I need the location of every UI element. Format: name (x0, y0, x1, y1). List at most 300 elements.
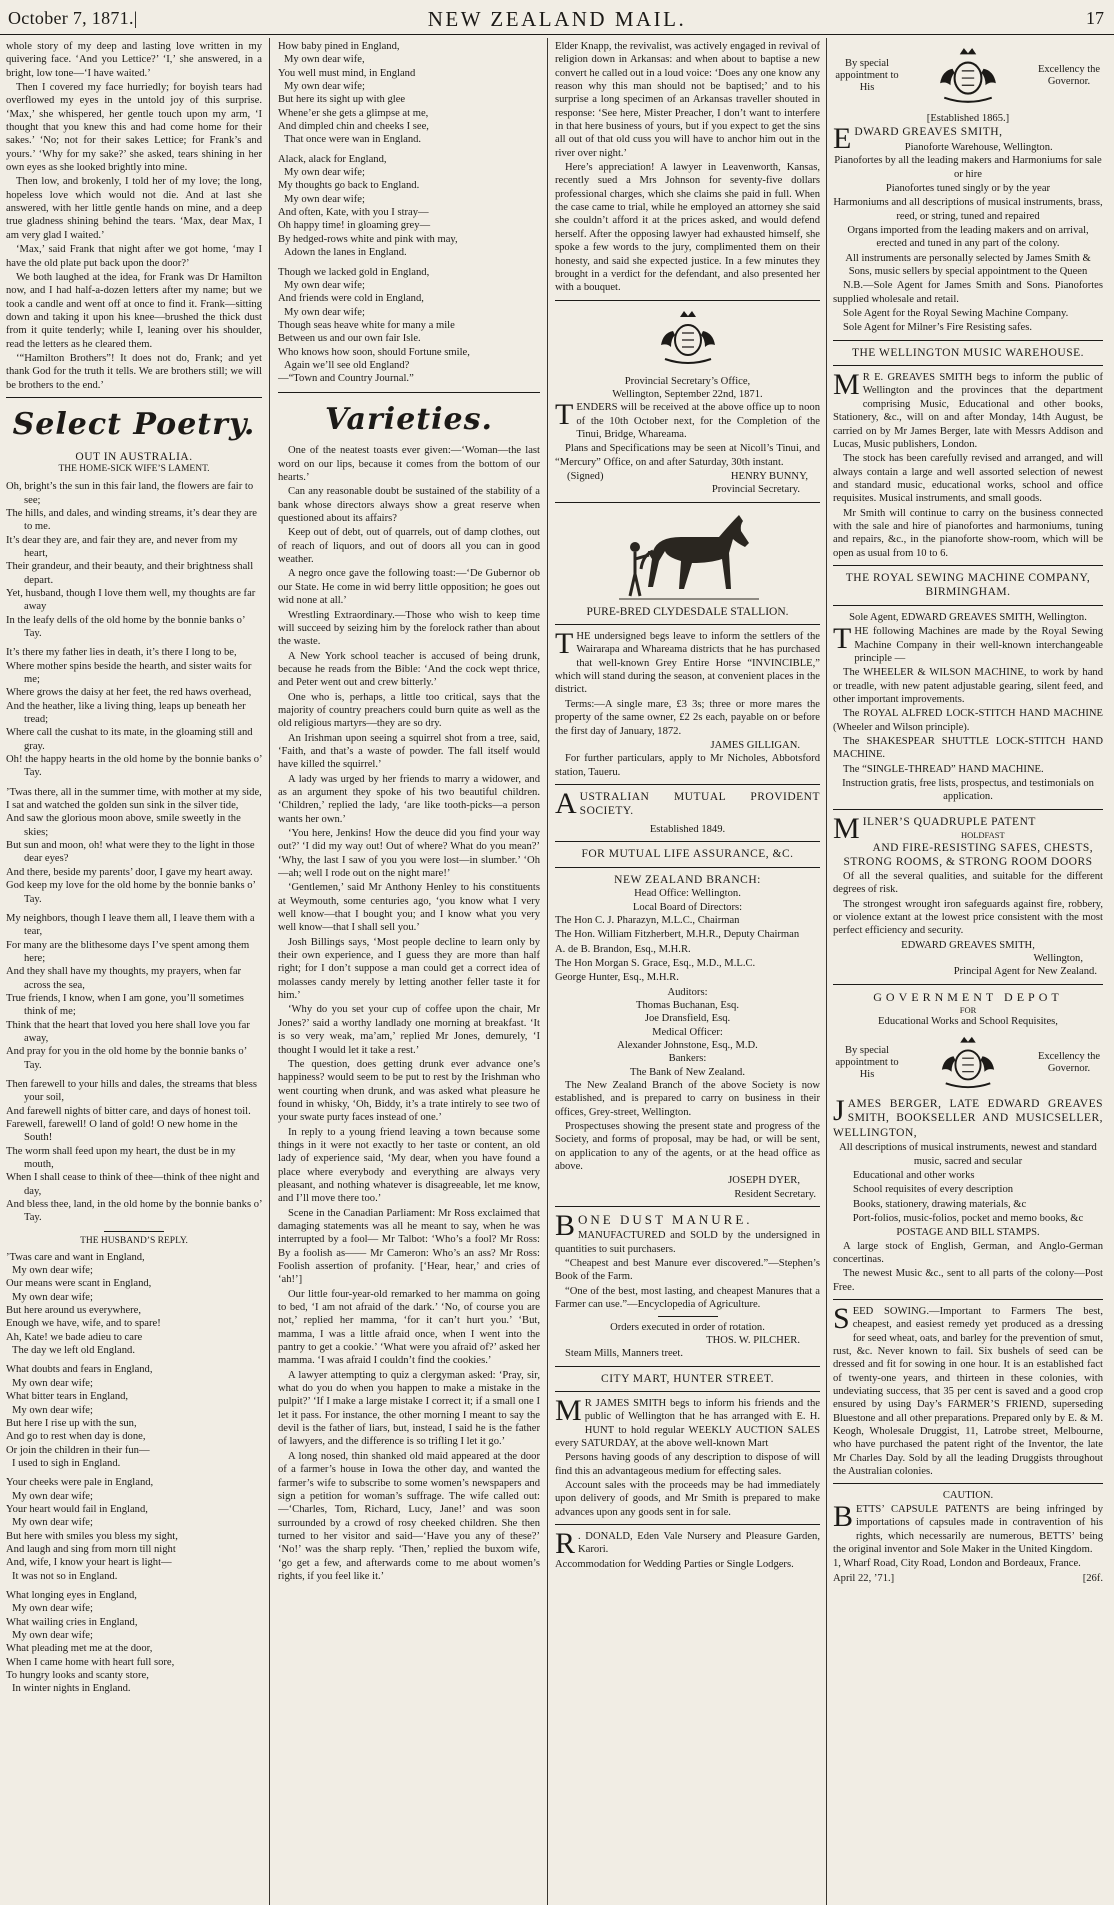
drop-cap: T (833, 622, 852, 656)
poem-line: Then farewell to your hills and dales, the streams that bless your soil, (6, 1078, 257, 1104)
milner-body: The strongest wrought iron safeguards against fire, robbery, or violence extant at the lowest price consistent with the most perfect efficiency and security. (833, 898, 1103, 937)
bone-name: THOS. W. PILCHER. (706, 1334, 800, 1346)
depot-newest: The newest Music &c., sent to all parts of the colony—Post Free. (833, 1268, 1103, 1293)
royal-crest-icon (928, 44, 1008, 108)
poem-line: And farewell nights of bitter care, and days of honest toil. (6, 1105, 251, 1117)
amp-auditor: Joe Dransfield, Esq. (644, 1013, 731, 1025)
poem-line: Your heart would fail in England, (6, 1503, 148, 1515)
tender-office: Provincial Secretary’s Office, (624, 375, 751, 387)
poem-continuation (278, 40, 540, 386)
poem-line: For many are the blithesome days I’ve spent among them here; (6, 939, 250, 964)
divider (555, 300, 820, 301)
divider (833, 809, 1103, 810)
amp-bankers: The Bank of New Zealand. (629, 1066, 746, 1078)
tender-date: Wellington, September 22nd, 1871. (612, 388, 763, 400)
poem-line: God keep my love for the old home by the bonnie banks o’ Tay. (6, 880, 256, 905)
signer-title: Provincial Secretary. (711, 484, 800, 496)
poem-stanza (6, 1251, 262, 1358)
poem-line: My own dear wife; (12, 1517, 93, 1529)
depot-sub: Educational Works and School Requisites, (878, 1016, 1058, 1028)
drop-cap: B (833, 1499, 854, 1533)
poem-title: OUT IN AUSTRALIA. (75, 450, 193, 463)
milner-body: Of all the several qualities, and suitable for the different degrees of risk. (833, 870, 1103, 896)
crest-caption-right: Excellency the Governor. (1037, 63, 1101, 87)
stallion-owner: JAMES GILLIGAN. (710, 739, 800, 751)
depot-line: School requisites of every description (853, 1184, 1014, 1196)
story-paragraph: Then low, and brokenly, I told her of my love; the long, hopeless love which would not die. And at last she answered, with her little gentle hands on mine, and a deep true gladness shining behind the tears. ‘Max, dear Max, I am very glad I waited.’ (6, 176, 262, 241)
poem-body (6, 1251, 262, 1696)
poem-line: The hills, and dales, and winding streams, it’s dear they are to me. (6, 507, 257, 533)
variety-item: Can any reasonable doubt be sustained of the stability of a bank whose directors always show a great reserve when questioned about its affairs? (278, 486, 540, 525)
donald-body: . DONALD, Eden Vale Nursery and Pleasure Garden, Karori. (578, 1531, 820, 1556)
variety-item: One who is, perhaps, a little too critical, says that the majority of country preachers could burn quite as well as the old religious martyrs—they are so dry. (278, 691, 540, 730)
divider (555, 867, 820, 868)
poem-line: My own dear wife; (12, 1291, 93, 1303)
divider (278, 392, 540, 393)
poem-line: By hedged-rows white and pink with may, (278, 233, 458, 245)
amp-established: Established 1849. (649, 823, 726, 835)
poem-stanza (6, 786, 262, 906)
variety-item: A negro once gave the following toast:—‘De Gubernor ob our State. He come in wid berry little opposition; he goes out wid none at all.’ (278, 568, 540, 607)
poem-line: And often, Kate, with you I stray— (278, 207, 429, 219)
poem-line: My own dear wife; (284, 81, 365, 93)
smith-line: Organs imported from the leading makers and on arrival, erected and tuned in any part of the colony. (847, 224, 1089, 250)
poem-line: My own dear wife; (12, 1404, 93, 1416)
variety-item: ‘You here, Jenkins! How the deuce did you find your way out?’ ‘I did my way out! Out of where? What do you mean?’ ‘Why, the last I saw of you you were lost—in slumber.’ ‘Oh—ah; well I rode out on the night mare!’ (278, 828, 540, 880)
poem-line: It was not so in England. (12, 1570, 118, 1582)
column-1 (6, 40, 262, 1905)
poem-line: And pray for you in the old home by the bonnie banks o’ Tay. (6, 1046, 247, 1071)
poem-line: Our means were scant in England, (6, 1278, 152, 1290)
caution-date: April 22, ’71.] (833, 1572, 895, 1584)
poem-line: My own dear wife; (284, 193, 365, 205)
poem-line: ’Twas there, all in the summer time, with mother at my side, (6, 786, 262, 798)
divider (833, 605, 1103, 606)
bone-sub: MANUFACTURED and SOLD by the undersigned in quantities to suit purchasers. (555, 1230, 820, 1255)
smith-line: Harmoniums and all descriptions of musical instruments, brass, reed, or string, tuned and repaired (833, 197, 1103, 222)
poem-line: And laugh and sing from morn till night (6, 1543, 176, 1555)
column-2 (278, 40, 540, 1905)
poem-line: Alack, alack for England, (278, 153, 387, 165)
milner-holdfast: HOLDFAST (960, 830, 1005, 841)
sewing-item: The “SINGLE-THREAD” HAND MACHINE. (843, 763, 1044, 775)
variety-item: ‘Why do you set your cup of coffee upon the chair, Mr Jones?’ said a worthy landlady one morning at breakfast. ‘It is so very weak, ma’am,’ replied Mr Jones, demurely, ‘I thought I would let it take a rest.’ (278, 1004, 540, 1056)
divider (833, 984, 1103, 985)
bone-heading: ONE DUST MANURE. (578, 1212, 753, 1228)
milner-place: Wellington, (1033, 952, 1083, 964)
poem-line: Yet, husband, though I love them well, my thoughts are far away (6, 587, 256, 613)
caution-ref: [26f. (1082, 1572, 1103, 1584)
tender-notice (555, 375, 820, 497)
column-rule (269, 38, 270, 1905)
poem-line: And dimpled chin and cheeks I see, (278, 121, 429, 133)
poem-line: And they shall have my thoughts, my prayers, when far across the sea, (6, 966, 242, 991)
city-mart-advert (555, 1372, 820, 1520)
sewing-body: HE following Machines are made by the Royal Sewing Machine Company in their well-known interchangeable principle — (854, 626, 1103, 664)
divider (658, 1316, 718, 1317)
poem-line: My own dear wife, (284, 54, 365, 66)
variety-item: Wrestling Extraordinary.—Those who wish to keep time will succeed by seizing him by the forelock rather than about the waste. (278, 609, 540, 648)
poem-line: Though we lacked gold in England, (278, 266, 430, 278)
drop-cap: M (833, 368, 860, 402)
poem-line: My own dear wife; (284, 279, 365, 291)
poem-line: But here around us everywhere, (6, 1305, 142, 1317)
sewing-footer: Instruction gratis, free lists, prospectus, and testimonials on application. (842, 778, 1094, 803)
bone-quote: “Cheapest and best Manure ever discovered.”—Stephen’s Book of the Farm. (555, 1258, 820, 1283)
poem-stanza (278, 153, 540, 260)
amp-head-office: Head Office: Wellington. (634, 888, 741, 900)
milner-safes-advert (833, 811, 1103, 979)
tender-plans: Plans and Specifications may be seen at Nicoll’s Tinui, and “Mercury” Office, on and after Saturday, 30th instant. (555, 443, 820, 468)
royal-crest-icon (651, 307, 725, 369)
tender-body: ENDERS will be received at the above office up to noon of the 10th October next, for the Completion of the Tinui, Bridge, Whareama. (576, 402, 820, 440)
amp-body: The New Zealand Branch of the above Society is now established, and is prepared to carry on business in their offices, Grey-street, Wellington. (555, 1079, 820, 1118)
story-paragraph: ‘“Hamilton Brothers”! It does not do, Frank; and yet thank God for the truth it tells. We are brothers still; we will be brothers to the end.’ (6, 352, 262, 391)
stallion-advert (555, 605, 820, 779)
poem-line: True friends, I know, when I am gone, you’ll sometimes think of me; (6, 992, 244, 1018)
divider (555, 784, 820, 785)
smith-line: Pianofortes tuned singly or by the year (885, 182, 1051, 194)
amp-branch: NEW ZEALAND BRANCH: (614, 873, 761, 886)
column-3 (555, 40, 820, 1905)
anecdote: Here’s appreciation! A lawyer in Leavenworth, Kansas, recently sued a Mrs Johnson for seventy-five dollars professional charges, which she claims she paid in full. When the case came to trial, while he employed an attorney she said she couldn’t afford it at the prices asked, and would defend herself. After the opposing lawyer had exhausted himself, she spoke a few words to the jury, complimented them on their honesty, and said she expected justice. In a few minutes they brought in a verdict for the defendant, and also presented her with a bouquet. (555, 162, 820, 294)
variety-item: One of the neatest toasts ever given:—‘Woman—the last word on our lips, because it comes from the bottom of our hearts.’ (278, 445, 540, 484)
smith-sub: Pianoforte Warehouse, Wellington. (904, 141, 1053, 153)
signer-name: HENRY BUNNY, (730, 470, 808, 482)
smith-line: Pianofortes by all the leading makers and Harmoniums for sale or hire (834, 155, 1102, 180)
poem-line: My own dear wife; (12, 1630, 93, 1641)
drop-cap: S (833, 1302, 850, 1336)
divider (555, 1524, 820, 1525)
poem-line: And there, beside my parents’ door, I gave my heart away. (6, 866, 253, 878)
divider (833, 365, 1103, 366)
sewing-item: The ROYAL ALFRED LOCK-STITCH HAND MACHINE (Wheeler and Wilson principle). (833, 708, 1103, 733)
city-mart-body: R JAMES SMITH begs to inform his friends and the public of Wellington that he has arranged with E. H. HUNT to hold regular WEEKLY AUCTION SALES every SATURDAY, at the above well-known Mart (555, 1398, 820, 1450)
poem-line: My own dear wife; (12, 1265, 93, 1277)
poem-subtitle: THE HOME-SICK WIFE’S LAMENT. (58, 464, 210, 475)
variety-item: Our little four-year-old remarked to her mamma on going to bed, ‘I am not afraid of the dark.’ ‘No, of course you are not,’ replied her mamma, ‘for it can’t hurt you.’ ‘But, mamma, I was a little afraid once, when I went into the pantry to get a cookie.’ ‘What were you afraid of?’ asked her mamma. ‘I was afraid I couldn’t find the cookies.’ (278, 1288, 540, 1367)
smith-nb: N.B.—Sole Agent for James Smith and Sons. Pianofortes supplied wholesale and retail. (833, 280, 1103, 305)
warehouse-heading: THE WELLINGTON MUSIC WAREHOUSE. (851, 346, 1085, 359)
poem-line: In winter nights in England. (12, 1683, 131, 1695)
amp-director: The Hon Morgan S. Grace, Esq., M.D., M.L.C. (555, 957, 756, 969)
variety-item: An Irishman upon seeing a squirrel shot from a tree, said, ‘Faith, and that’s a waste of powder. The fall itself would have killed the squirrel.’ (278, 732, 540, 771)
poem-line: Between us and our own fair Isle. (278, 333, 421, 345)
poem-stanza (6, 1589, 262, 1696)
amp-name: USTRALIAN MUTUAL PROVIDENT SOCIETY. (579, 790, 820, 818)
smith-line: All instruments are personally selected by James Smith & Sons, music sellers by special appointment to the Queen (845, 252, 1091, 277)
poem-line: Oh! the happy hearts in the old home by the bonnie banks o’ Tay. (6, 754, 262, 779)
poem-line: It’s there my father lies in death, it’s there I long to be, (6, 647, 237, 659)
milner-title: Principal Agent for New Zealand. (953, 966, 1097, 978)
caution-footer (833, 1572, 1103, 1585)
seed-sowing-advert (833, 1302, 1103, 1478)
poem-line: And the heather, like a living thing, leaps up beneath her tread; (6, 700, 246, 726)
poem-line: Oh, bright’s the sun in this fair land, the flowers are fair to see; (6, 481, 254, 506)
poem-line: And bless thee, land, in the old home by the bonnie banks o’ Tay. (6, 1199, 262, 1224)
poem-line: Think that the heart that loved you here shall love you far away, (6, 1019, 250, 1044)
poem-line: My neighbors, though I leave them all, I leave them with a tear, (6, 912, 255, 938)
sewing-item: The WHEELER & WILSON MACHINE, to work by hand or treadle, with new patent adjustable gearing, silent feed, and other important improvements. (833, 667, 1103, 705)
music-warehouse-advert (833, 346, 1103, 560)
anecdote: Elder Knapp, the revivalist, was actively engaged in revival of religion down in Arkansas: and when about to baptise a new convert he called out in a loud voice: ‘Does any one know any reason why this man should not be baptised;’ and to his surprise a long specimen of an Arkansas traveller shouted in response: ‘See here, Mister Preacher, I don’t want to interfere in that here business of yours, but if you expect to get the sins all out of that old cuss you will have to anchor him out in the river over night.’ (555, 41, 820, 159)
poem-line: My own dear wife; (284, 306, 365, 318)
stallion-apply: For further particulars, apply to Mr Nicholes, Abbotsford station, Taueru. (555, 753, 820, 778)
poem-line: And saw the glorious moon above, smile sweetly in the skies; (6, 813, 241, 838)
variety-item: ‘Gentlemen,’ said Mr Anthony Henley to his constituents at Weymouth, some centuries ago, ‘you know what I very well know—that I bought you; and I know what you very well know—that I shall sell you.’ (278, 882, 540, 934)
divider (6, 397, 262, 398)
amp-director: George Hunter, Esq., M.H.R. (555, 972, 679, 984)
divider (833, 340, 1103, 341)
amp-medical-title: Medical Officer: (652, 1026, 723, 1038)
drop-cap: J (833, 1093, 845, 1127)
column-rule (826, 38, 827, 1905)
poem-stanza (278, 266, 540, 386)
variety-item: A lady was urged by her friends to marry a widower, and as an argument they spoke of his two beautiful children. ‘Children,’ replied the lady, ‘are like tooth-picks—a person wants her own.’ (278, 773, 540, 825)
amp-board-title: Local Board of Directors: (632, 901, 743, 913)
poem-line: Or join the children in their fun— (6, 1444, 150, 1456)
poem-line: When I came home with heart full sore, (6, 1656, 175, 1668)
amp-medical: Alexander Johnstone, Esq., M.D. (617, 1039, 758, 1051)
divider (833, 1483, 1103, 1484)
smith-name: DWARD GREAVES SMITH, (854, 126, 1003, 139)
warehouse-body: Mr Smith will continue to carry on the business connected with the sale and hire of pianofortes and harmoniums, tuning and repairs, &c., in the pianoforte show-room, which will be open as usual from 10 to 6. (833, 507, 1103, 559)
poem-line: And friends were cold in England, (278, 293, 424, 305)
crest-caption-right: Excellency the Governor. (1037, 1050, 1101, 1074)
poem-line: Where mother spins beside the hearth, and sister waits for me; (6, 660, 252, 685)
poem-line: The day we left old England. (12, 1345, 135, 1357)
poem-line: I used to sigh in England. (12, 1457, 121, 1469)
poem-line: My own dear wife; (12, 1377, 93, 1389)
smith-sole: Sole Agent for the Royal Sewing Machine Company. (843, 307, 1069, 319)
government-depot-advert (833, 990, 1103, 1294)
poem-line: Where call the cushat to its mate, in the gloaming still and gray. (6, 727, 253, 752)
caution-body: ETTS’ CAPSULE PATENTS are being infringed by importations of capsules made in contravention of his rights, which necessarily are numerous, BETTS’ being the original inventor and Sole Maker in the United Kingdom. (833, 1503, 1103, 1555)
divider (104, 1231, 164, 1232)
poem-line: Their grandeur, and their beauty, and their brightness shall depart. (6, 561, 254, 586)
amp-auditor: Thomas Buchanan, Esq. (636, 999, 739, 1011)
divider (833, 1299, 1103, 1300)
drop-cap: A (555, 786, 577, 820)
poem-line: But sun and moon, oh! what were they to the light in those dear eyes? (6, 840, 255, 865)
royal-crest-icon (928, 1033, 1008, 1093)
poem-stanza (6, 1363, 262, 1470)
amp-director: A. de B. Brandon, Esq., M.H.R. (555, 943, 691, 955)
sewing-machine-advert (833, 571, 1103, 804)
crest-row (833, 1033, 1103, 1093)
poem-line: But here its sight up with glee (278, 94, 406, 106)
poem-line: What longing eyes in England, (6, 1589, 137, 1601)
bone-orders: Orders executed in order of rotation. (610, 1321, 765, 1333)
poem-line: To hungry looks and scanty store, (6, 1670, 149, 1682)
divider (555, 1391, 820, 1392)
poem-line: What wailing cries in England, (6, 1616, 138, 1628)
poem-line: You well must mind, in England (278, 67, 416, 79)
amp-signature-title: Resident Secretary. (734, 1188, 816, 1200)
variety-item: A long nosed, thin shanked old maid appeared at the door of a farmer’s house in Iowa the other day, and wanted the farmer’s wife to subscribe to some women’s newspapers and sign a petition for woman’s suffrage. The wife called out:—‘Charles, Tom, Richard, Lucy, Jane!’ and was soon surrounded by a crowd of rosy cheeked children. She then turned to her visitor and said—‘Have you any of these?’ ‘No!’ was the sharp reply. ‘Then,’ replied the buxom wife, ‘go get a few, and afterwards come to me about women’s rights, if you feel like it.’ (278, 1450, 540, 1582)
city-mart-heading: CITY MART, HUNTER STREET. (601, 1372, 774, 1385)
depot-for: FOR (959, 1004, 977, 1015)
caution-heading: CAUTION. (942, 1490, 994, 1502)
stallion-body: HE undersigned begs leave to inform the settlers of the Wairarapa and Whareama districts that he has purchased that well-known Grey Entire Horse “INVINCIBLE,” which will stand during the season, at convenient places in the district. (555, 631, 820, 696)
poem-line: Who knows how soon, should Fortune smile, (278, 346, 470, 358)
bone-dust-advert (555, 1209, 820, 1360)
section-heading-poetry: Select Poetry. (12, 406, 256, 442)
sewing-heading: THE ROYAL SEWING MACHINE COMPANY, BIRMINGHAM. (845, 571, 1091, 599)
poem-line: Where grows the daisy at her feet, the red haws overhead, (6, 687, 252, 699)
poem-line: Your cheeks were pale in England, (6, 1477, 154, 1489)
poem-line: Adown the lanes in England. (284, 247, 407, 259)
variety-item: A New York school teacher is accused of being drunk, because he reads from the Bible: ‘And the cock wept thrice, and Peter went out and crew bitterly.’ (278, 650, 540, 689)
tender-signature (555, 470, 820, 483)
poem-line: Oh happy time! in gloaming grey— (278, 220, 431, 232)
divider (555, 1366, 820, 1367)
divider (555, 624, 820, 625)
stallion-terms: Terms:—A single mare, £3 3s; three or more mares the property of the same owner, £2 2s each, payable on or before the first day of January, 1872. (555, 698, 820, 737)
bone-address: Steam Mills, Manners treet. (565, 1348, 683, 1360)
masthead-title: NEW ZEALAND MAIL. (427, 7, 687, 31)
variety-item: Scene in the Canadian Parliament: Mr Ross exclaimed that damaging statements was all he meant to say, when he was interrupted by a fool— Mr Talbot: ‘Who’s a fool? Mr Ross: By a foolish as—— Mr Cameron: Who’s an ass? Mr Ross: Foolish assertion of profanity. [‘Hear, hear,’ and cries of ‘ah!’] (278, 1207, 540, 1286)
amp-body: Prospectuses showing the present state and progress of the Society, and forms of proposal, may be had, or will be sent, on application to any of the agents, or at the head office as above. (555, 1121, 820, 1173)
poem-source: —“Town and Country Journal.” (278, 373, 414, 385)
sewing-item: The SHAKESPEAR SHUTTLE LOCK-STITCH HAND MACHINE. (833, 736, 1103, 761)
poem-line: My thoughts go back to England. (278, 180, 420, 192)
variety-item: A lawyer attempting to quiz a clergyman asked: ‘Pray, sir, what do you do when you happen to make a mistake in the pulpit?’ ‘If I make a large mistake I correct it; if a small one I let it pass. For instance, the other morning I meant to say the devil is the father of liars, but, instead, I said he is the father of lawyers, and the difference is so trifling I let it go.’ (278, 1369, 540, 1448)
poem-line: When I shall cease to think of thee—think of thee night and day, (6, 1172, 260, 1197)
poem-line: That once were wan in England. (284, 134, 422, 146)
drop-cap: E (833, 122, 852, 156)
poem-stanza (6, 646, 262, 779)
poem-line: Enough we have, wife, and to spare! (6, 1318, 161, 1330)
city-mart-body: Account sales with the proceeds may be had immediately upon delivery of goods, and Mr Smith is prepared to make advances upon any goods sent in for sale. (555, 1480, 820, 1518)
crest-row (833, 44, 1103, 108)
caution-address: 1, Wharf Road, City Road, London and Bordeaux, France. (833, 1558, 1081, 1570)
depot-line: Books, stationery, drawing materials, &c (853, 1198, 1027, 1210)
milner-heading: ILNER’S QUADRUPLE PATENT (862, 815, 1036, 828)
poem-line: Ah, Kate! we bade adieu to care (6, 1331, 143, 1343)
poem-line: What pleading met me at the door, (6, 1643, 153, 1655)
crest-caption-left: By special appointment to His (835, 1044, 899, 1080)
poem-line: But here I rise up with the sun, (6, 1417, 137, 1429)
poem-line: My own dear wife; (12, 1490, 93, 1502)
poem-line: My own dear wife; (284, 167, 365, 179)
poem-stanza (6, 1476, 262, 1583)
smith-pianoforte-advert (833, 112, 1103, 335)
seed-body: EED SOWING.—Important to Farmers The best, cheapest, and easiest remedy yet produced as a dressing for seed wheat, oats, and barley for the prevention of smut, rust, &c. Never known to fail. Six bushels of seed can be dressed and fit for sowing in one hour. It is an established fact of twenty-one years, and thirteen in these colonies, with undeviating success, that 35 per cent is saved and a good crop ensured by using Day’s FARMER’S FRIEND, superseding Bluestone and all other preparations. Prepared only by E. & M. Keogh, Wholesale Druggist, 11, Latrobe street, Melbourne, who have purchased the patent right of the Inventor, the late Mr Charles Day. Sold by all the leading Druggists throughout the Australian colonies. (833, 1306, 1103, 1478)
variety-item: Keep out of debt, out of quarrels, out of damp clothes, out of reach of liquors, and out of doors all you can in good weather. (278, 527, 540, 566)
stallion-heading: PURE-BRED CLYDESDALE STALLION. (586, 605, 789, 618)
poem-line: Farewell, farewell! O land of gold! O new home in the South! (6, 1119, 238, 1144)
poem-stanza (6, 480, 262, 640)
caution-advert (833, 1489, 1103, 1584)
story-paragraph: We both laughed at the idea, for Frank was Dr Hamilton now, and I had half-a-dozen letters after my name; but we took a candle and went off at once to find it. Frank—sitting down and taking it upon his knee—brushed the thick dust from it quite tenderly; while I, leaning over his shoulder, read the letters as he cleared them. (6, 271, 262, 350)
divider (555, 502, 820, 503)
poem-line: How baby pined in England, (278, 41, 400, 52)
amp-purpose: FOR MUTUAL LIFE ASSURANCE, &C. (581, 848, 794, 861)
smith-established: [Established 1865.] (926, 113, 1010, 124)
poem-line: Though seas heave white for many a mile (278, 319, 455, 331)
story-paragraph: Then I covered my face hurriedly; for boyish tears had overflowed my eyes in the untold joy of this surprise. ‘Max,’ she whispered, her gentle touch upon my arm, ‘I thought that you knew this and had come home for their sakes.’ ‘No; not for their sakes Lettice; for Frank’s and yours.’ ‘Why for my sake?’ she asked, tears shining in her own eyes as she looked brightly into mine. (6, 82, 262, 174)
issue-date: October 7, 1871.| (8, 8, 138, 28)
depot-heading: GOVERNMENT DEPOT (873, 989, 1063, 1004)
poem-title: THE HUSBAND’S REPLY. (80, 1235, 188, 1246)
drop-cap: T (555, 398, 574, 432)
amp-director: The Hon. William Fitzherbert, M.H.R., Deputy Chairman (555, 929, 800, 941)
horse-illustration-icon (613, 511, 763, 601)
page-header (0, 0, 1114, 35)
poem-line: But here with smiles you bless my sight, (6, 1530, 178, 1542)
depot-name: AMES BERGER, LATE EDWARD GREAVES SMITH, BOOKSELLER AND MUSICSELLER, WELLINGTON, (833, 1097, 1103, 1139)
city-mart-body: Persons having goods of any description to dispose of will find this an advantageous medium for effecting sales. (555, 1452, 820, 1477)
story-continuation (6, 40, 262, 392)
donald-body: Accommodation for Wedding Parties or Single Lodgers. (555, 1558, 794, 1570)
poem-stanza (6, 912, 262, 1072)
poem-line: My own dear wife; (12, 1603, 93, 1615)
amp-auditors-title: Auditors: (667, 986, 708, 998)
divider (555, 841, 820, 842)
depot-line: Educational and other works (853, 1169, 975, 1181)
amp-society-advert (555, 786, 820, 1201)
divider (555, 1206, 820, 1207)
story-paragraph: whole story of my deep and lasting love written in my quivering face. ‘And you Lettice?’ ‘I,’ she answered, in a bright, low tone—‘I have waited.’ (6, 41, 262, 79)
poem-line: Again we’ll see old England? (284, 359, 410, 371)
poem-line: And go to rest when day is done, (6, 1431, 146, 1443)
divider (833, 565, 1103, 566)
varieties-body (278, 444, 540, 1583)
poem-line: ’Twas care and want in England, (6, 1251, 145, 1263)
milner-name: EDWARD GREAVES SMITH, (901, 939, 1035, 951)
drop-cap: T (555, 627, 574, 661)
signed-label: (Signed) (567, 470, 604, 482)
poem-line: In the leafy dells of the old home by the bonnie banks o’ Tay. (6, 614, 245, 639)
poem-line: It’s dear they are, and fair they are, and never from my heart, (6, 534, 238, 559)
amp-bankers-title: Bankers: (668, 1053, 707, 1065)
variety-item: Josh Billings says, ‘Most people decline to learn only by their own experience, and I guess they are more than half right; for I don’t suppose a man could get a correct idea of molasses candy merely by letting another feller taste it for him.’ (278, 936, 540, 1002)
drop-cap: R (555, 1527, 576, 1561)
sewing-agent: Sole Agent, EDWARD GREAVES SMITH, Wellington. (849, 611, 1087, 623)
section-heading-varieties: Varieties. (325, 401, 493, 437)
poem-line: Whene’er she gets a glimpse at me, (278, 107, 429, 119)
donald-advert (555, 1527, 820, 1571)
depot-stock: A large stock of English, German, and Anglo-German concertinas. (833, 1240, 1103, 1265)
poem-line: I sat and watched the golden sun sink in the silver tide, (6, 800, 239, 812)
poem-line: What bitter tears in England, (6, 1391, 129, 1403)
column-rule (547, 38, 548, 1905)
poem-stanza (6, 1078, 262, 1225)
depot-line: Port-folios, music-folios, pocket and memo books, &c (852, 1212, 1084, 1224)
drop-cap: M (555, 1394, 582, 1428)
smith-sole: Sole Agent for Milner’s Fire Resisting safes. (843, 322, 1033, 334)
poem-line: And, wife, I know your heart is light— (6, 1557, 172, 1569)
milner-heading-2: AND FIRE-RESISTING SAFES, CHESTS, STRONG ROOMS, & STRONG ROOM DOORS (843, 841, 1094, 869)
warehouse-body: The stock has been carefully revised and arranged, and will always contain a large and well assorted selection of newest and standard music, educational works, school and office requisites. Musical instruments, and small goods. (833, 453, 1103, 505)
column-4 (833, 40, 1103, 1905)
story-paragraph: ‘Max,’ said Frank that night after we got home, ‘may I have the old plate put back upon the door?’ (6, 244, 262, 269)
poem-body (6, 480, 262, 1225)
depot-stamps: POSTAGE AND BILL STAMPS. (896, 1227, 1040, 1239)
drop-cap: B (555, 1209, 576, 1243)
depot-line: All descriptions of musical instruments, newest and standard music, sacred and secular (839, 1142, 1097, 1167)
warehouse-body: R E. GREAVES SMITH begs to inform the public of Wellington and the provinces that the department comprising Music, Educational and other books, Stationery, &c., will on and after Monday, 14th August, be carried on by Mr James Berger, late with Messrs Addison and Lucas, Music publishers, London. (833, 372, 1103, 450)
drop-cap: M (833, 811, 860, 845)
variety-item: In reply to a young friend leaving a town because some things in it were not exactly to her taste or content, an old lady of experience said, ‘My dear, when you have found a place where everybody and everything are always very pleasant, and nothing whatever is disagreeable, let me know, and I’ll move there too.’ (278, 1126, 540, 1205)
crest-caption-left: By special appointment to His (835, 57, 899, 94)
amp-director: The Hon C. J. Pharazyn, M.L.C., Chairman (555, 914, 740, 926)
poem-line: What doubts and fears in England, (6, 1364, 153, 1376)
bone-quote: “One of the best, most lasting, and cheapest Manures that a Farmer can use.”—Encyclopedia of Agriculture. (555, 1285, 820, 1311)
page-number: 17 (1086, 8, 1104, 28)
poem-stanza (278, 40, 540, 147)
